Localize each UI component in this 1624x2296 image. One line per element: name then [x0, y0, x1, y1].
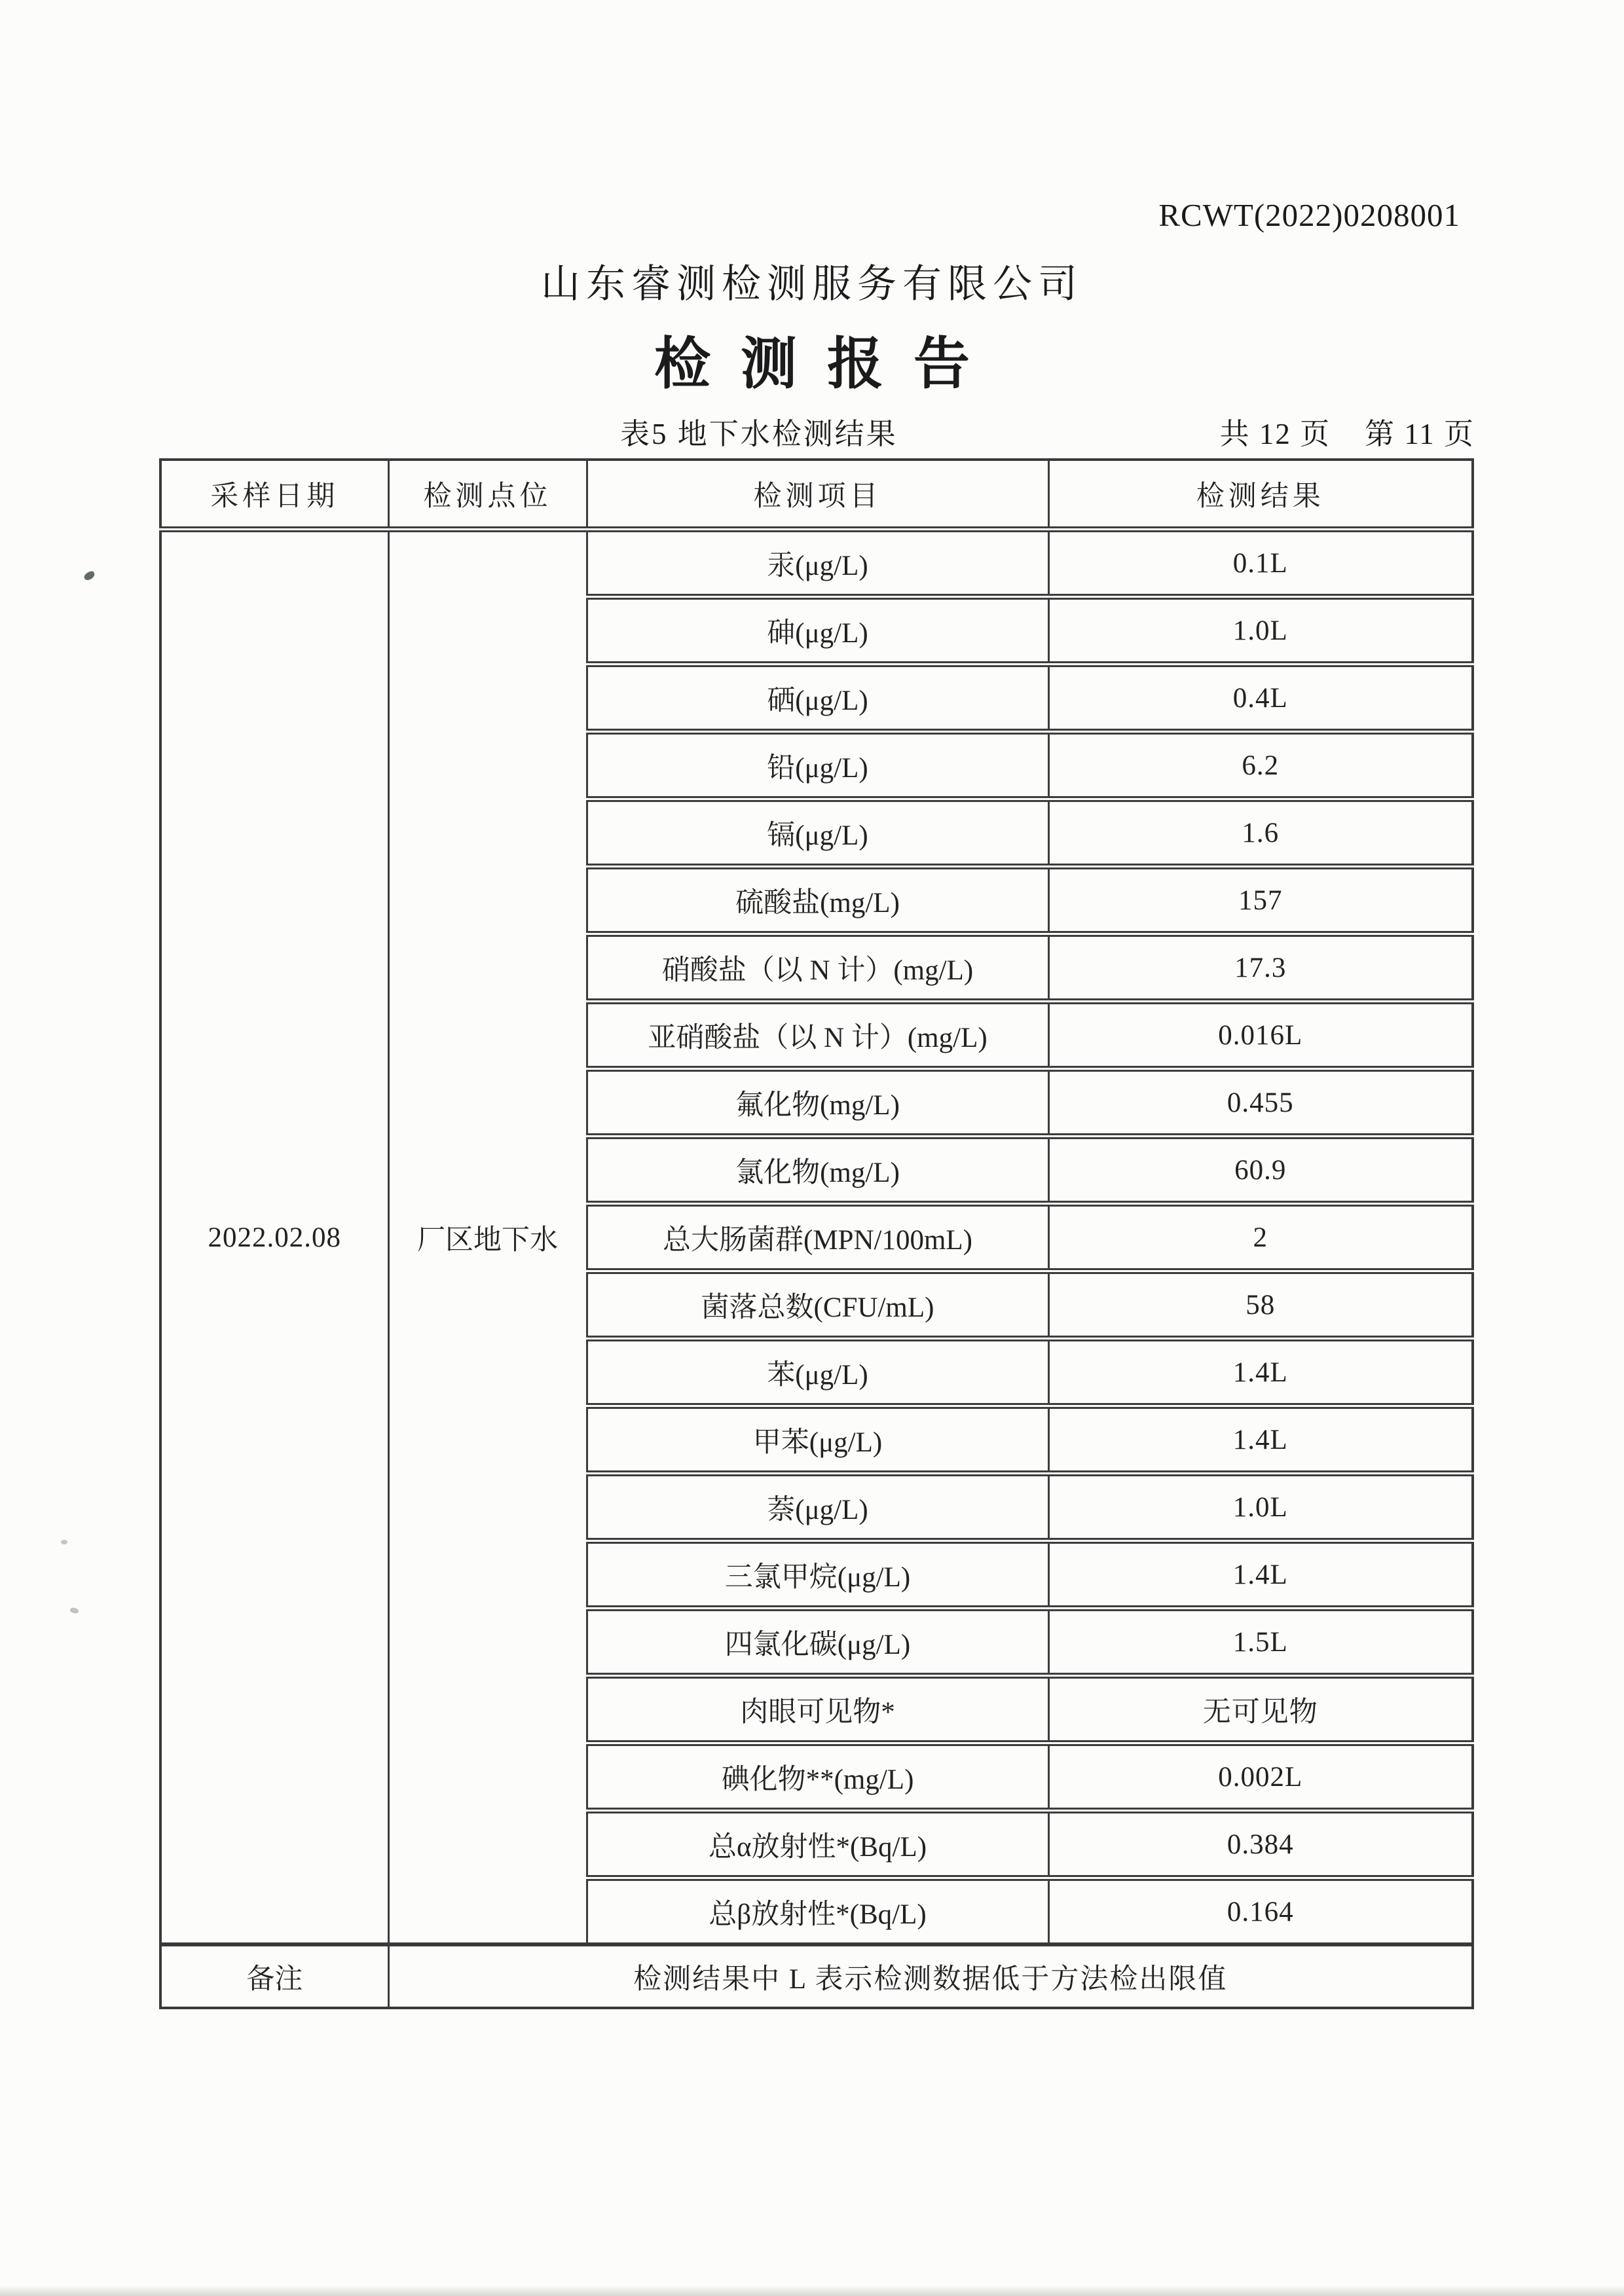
- item-cell: 亚硝酸盐（以 N 计）(mg/L): [587, 1002, 1048, 1069]
- column-header-sample-date: 采样日期: [160, 460, 388, 530]
- item-cell: 苯(μg/L): [587, 1339, 1048, 1406]
- table-note-row: [160, 1944, 1473, 2008]
- result-cell: 0.1L: [1048, 530, 1473, 597]
- result-cell: 1.4L: [1048, 1406, 1473, 1474]
- result-cell: 0.4L: [1048, 665, 1473, 732]
- sample-date-cell: 2022.02.08: [160, 530, 388, 1945]
- item-cell: 氟化物(mg/L): [587, 1069, 1048, 1137]
- result-cell: 60.9: [1048, 1137, 1473, 1204]
- item-cell: 硝酸盐（以 N 计）(mg/L): [587, 934, 1048, 1002]
- result-cell: 0.016L: [1048, 1002, 1473, 1069]
- scan-speck: [69, 1607, 79, 1614]
- result-cell: 1.6: [1048, 799, 1473, 867]
- result-cell: 6.2: [1048, 732, 1473, 799]
- result-cell: 1.0L: [1048, 1474, 1473, 1541]
- item-cell: 总α放射性*(Bq/L): [587, 1811, 1048, 1878]
- scan-edge-shadow: [0, 2286, 1624, 2296]
- item-cell: 砷(μg/L): [587, 597, 1048, 665]
- result-cell: 157: [1048, 867, 1473, 934]
- result-cell: 1.0L: [1048, 597, 1473, 665]
- result-cell: 0.164: [1048, 1878, 1473, 1945]
- item-cell: 氯化物(mg/L): [587, 1137, 1048, 1204]
- company-name: 山东睿测检测服务有限公司: [541, 263, 1083, 306]
- item-cell: 硒(μg/L): [587, 665, 1048, 732]
- item-cell: 汞(μg/L): [587, 530, 1048, 597]
- result-cell: 1.4L: [1048, 1541, 1473, 1609]
- result-cell: 17.3: [1048, 934, 1473, 1002]
- groundwater-results-table: [159, 458, 1474, 2009]
- item-cell: 镉(μg/L): [587, 799, 1048, 867]
- item-cell: 总β放射性*(Bq/L): [587, 1878, 1048, 1945]
- column-header-test-item: 检测项目: [587, 460, 1048, 530]
- result-cell: 0.002L: [1048, 1743, 1473, 1811]
- result-cell: 58: [1048, 1271, 1473, 1339]
- result-cell: 1.4L: [1048, 1339, 1473, 1406]
- report-title: 检测报告: [654, 333, 1000, 395]
- result-cell: 1.5L: [1048, 1609, 1473, 1676]
- result-cell: 0.455: [1048, 1069, 1473, 1137]
- item-cell: 萘(μg/L): [587, 1474, 1048, 1541]
- item-cell: 铅(μg/L): [587, 732, 1048, 799]
- item-cell: 三氯甲烷(μg/L): [587, 1541, 1048, 1609]
- item-cell: 菌落总数(CFU/mL): [587, 1271, 1048, 1339]
- note-label-cell: 备注: [160, 1944, 388, 2008]
- page-info: [1220, 410, 1475, 452]
- item-cell: 总大肠菌群(MPN/100mL): [587, 1204, 1048, 1271]
- item-cell: 四氯化碳(μg/L): [587, 1609, 1048, 1676]
- result-cell: 0.384: [1048, 1811, 1473, 1878]
- column-header-test-result: 检测结果: [1048, 460, 1473, 530]
- item-cell: 甲苯(μg/L): [587, 1406, 1048, 1474]
- result-cell: 无可见物: [1048, 1676, 1473, 1743]
- report-number: RCWT(2022)0208001: [1158, 197, 1460, 233]
- table-row: [160, 530, 1473, 597]
- table-caption: 表5 地下水检测结果: [620, 418, 898, 450]
- page-total: 共 12 页: [1219, 418, 1331, 450]
- item-cell: 肉眼可见物*: [587, 1676, 1048, 1743]
- page-current: 第 11 页: [1365, 418, 1475, 450]
- result-cell: 2: [1048, 1204, 1473, 1271]
- scan-speck: [61, 1540, 67, 1544]
- sample-point-cell: 厂区地下水: [388, 530, 587, 1945]
- table-header-row: [160, 460, 1473, 530]
- item-cell: 碘化物**(mg/L): [587, 1743, 1048, 1811]
- column-header-sample-point: 检测点位: [388, 460, 587, 530]
- item-cell: 硫酸盐(mg/L): [587, 867, 1048, 934]
- scan-speck: [83, 570, 96, 582]
- note-text-cell: 检测结果中 L 表示检测数据低于方法检出限值: [388, 1944, 1473, 2008]
